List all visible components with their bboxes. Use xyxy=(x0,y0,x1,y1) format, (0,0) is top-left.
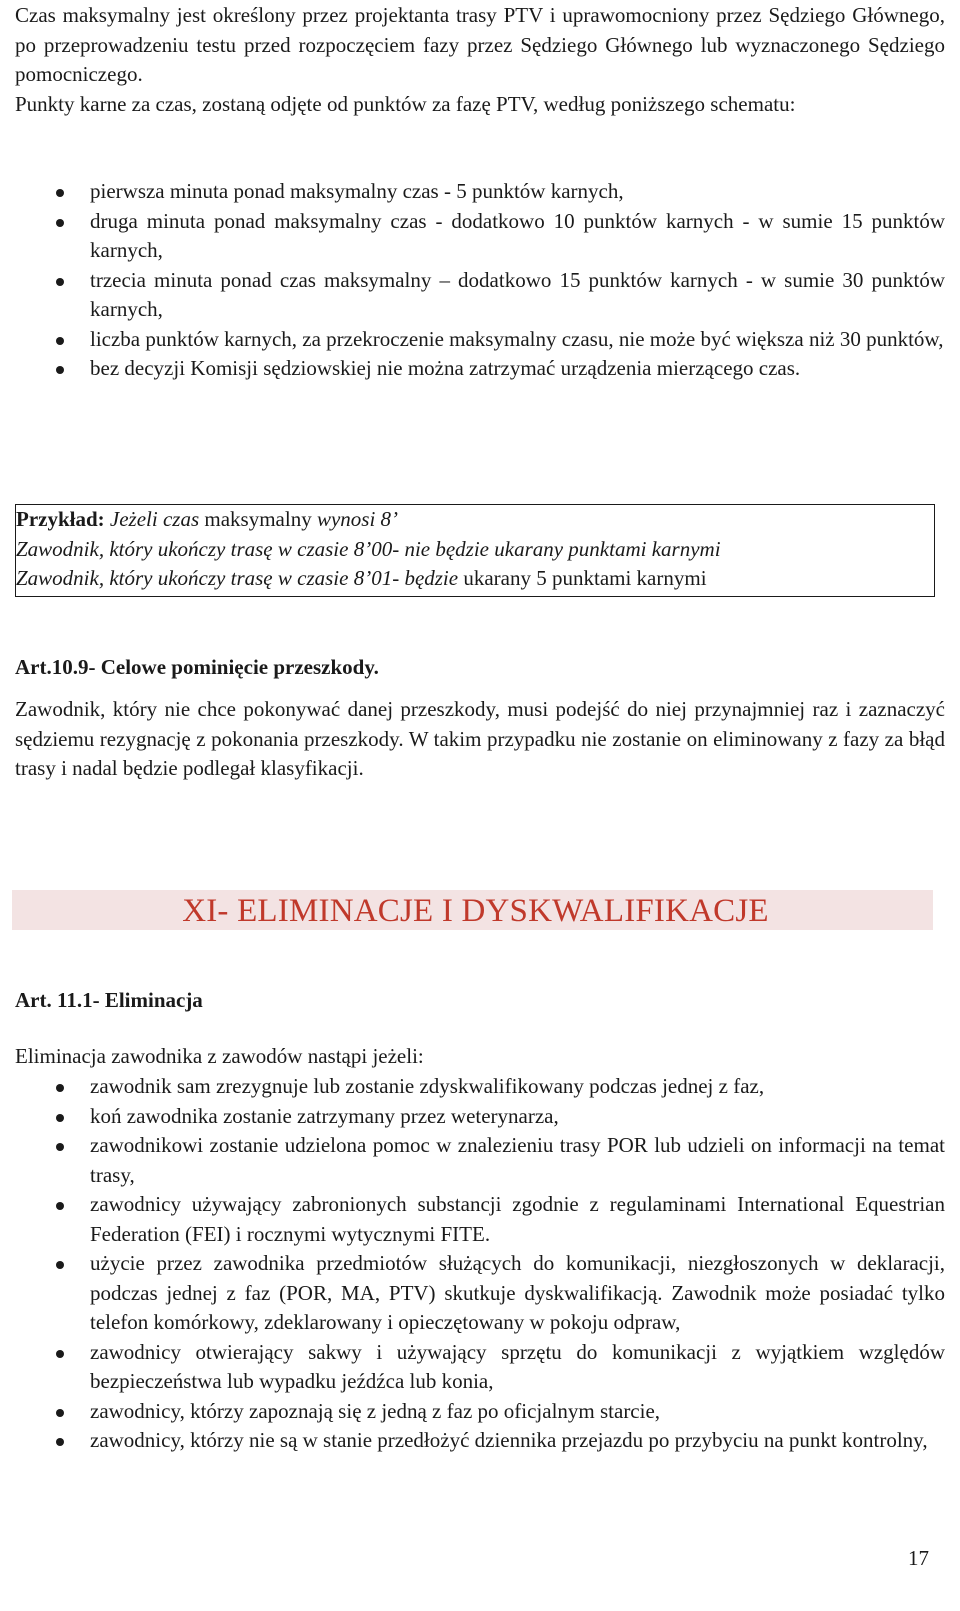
bullet-icon xyxy=(56,1114,64,1122)
list-item xyxy=(15,325,945,355)
list-item-text: zawodnicy używający zabronionych substancji zgodnie z regulaminami International Equestrian Federation (FEI) i rocznymi wytycznymi FITE. xyxy=(90,1192,945,1246)
list-item xyxy=(15,1131,945,1190)
intro-block xyxy=(15,1,945,119)
list-item-text: zawodnik sam zrezygnuje lub zostanie zdyskwalifikowany podczas jednej z faz, xyxy=(90,1074,765,1098)
bullet-icon xyxy=(56,1261,64,1269)
list-item-text: zawodnicy, którzy zapoznają się z jedną z faz po oficjalnym starcie, xyxy=(90,1398,661,1423)
article-10-9-heading: Art.10.9- Celowe pominięcie przeszkody. xyxy=(15,655,379,679)
article-10-9-body: Zawodnik, który nie chce pokonywać danej przeszkody, musi podejść do niej przynajmniej raz i zaznaczyć sędziemu rezygnację z pokonania przeszkody. W takim przypadku nie zostanie on eliminowany z fazy za błąd trasy i nadal będzie podlegał klasyfikacji. xyxy=(15,697,945,780)
bullet-icon xyxy=(56,1084,64,1092)
list-item xyxy=(15,1102,945,1132)
list-item xyxy=(15,354,945,384)
bullet-icon xyxy=(56,366,64,374)
list-item xyxy=(15,177,945,207)
list-item-text: liczba punktów karnych, za przekroczenie maksymalny czasu, nie może być większa niż 30 punktów, xyxy=(90,326,944,351)
list-item-text: druga minuta ponad maksymalny czas - dodatkowo 10 punktów karnych - w sumie 15 punktów karnych, xyxy=(90,208,945,262)
example-text-italic: Zawodnik, który ukończy trasę w czasie 8’01- będzie xyxy=(16,566,459,590)
list-item-text: zawodnikowi zostanie udzielona pomoc w znalezieniu trasy POR lub udzieli on informacji na temat trasy, xyxy=(90,1133,945,1187)
example-box xyxy=(15,504,935,597)
list-item xyxy=(15,1072,945,1102)
list-item xyxy=(15,207,945,266)
example-label: Przykład: xyxy=(16,507,105,531)
list-item-text: koń zawodnika zostanie zatrzymany przez weterynarza, xyxy=(90,1103,559,1128)
example-line-3 xyxy=(16,564,934,594)
list-item-text: zawodnicy otwierający sakwy i używający sprzętu do komunikacji z wyjątkiem względów bezpieczeństwa lub wypadku jeźdźca lub konia, xyxy=(90,1339,945,1393)
bullet-icon xyxy=(56,189,64,197)
list-item xyxy=(15,266,945,325)
list-item xyxy=(15,1190,945,1249)
intro-paragraph-max-time: Czas maksymalny jest określony przez projektanta trasy PTV i uprawomocniony przez Sędziego Głównego, po przeprowadzeniu testu przed rozpoczęciem fazy przez Sędziego Głównego lub wyznaczonego Sędziego pomocniczego. xyxy=(15,3,945,86)
list-item-text: trzecia minuta ponad czas maksymalny – dodatkowo 15 punktów karnych - w sumie 30 punktów karnych, xyxy=(90,267,945,321)
list-item-text: bez decyzji Komisji sędziowskiej nie można zatrzymać urządzenia mierzącego czas. xyxy=(90,356,801,380)
list-item-text: zawodnicy, którzy nie są w stanie przedłożyć dziennika przejazdu po przybyciu na punkt kontrolny, xyxy=(90,1428,928,1452)
example-text-italic: wynosi 8’ xyxy=(311,507,399,531)
list-item xyxy=(15,1426,945,1456)
intro-paragraph-penalty: Punkty karne za czas, zostaną odjęte od punktów za fazę PTV, według poniższego schematu: xyxy=(15,91,796,116)
elimination-list xyxy=(15,1072,945,1456)
example-text: maksymalny xyxy=(199,507,312,531)
article-11-1-heading: Art. 11.1- Eliminacja xyxy=(15,988,203,1012)
section-title: XI- ELIMINACJE I DYSKWALIFIKACJE xyxy=(182,893,769,929)
penalty-list xyxy=(15,177,945,384)
bullet-icon xyxy=(56,1438,64,1446)
bullet-icon xyxy=(56,278,64,286)
list-item xyxy=(15,1338,945,1397)
bullet-icon xyxy=(56,1409,64,1417)
example-line-1 xyxy=(16,505,934,535)
list-item-text: pierwsza minuta ponad maksymalny czas - 5 punktów karnych, xyxy=(90,179,624,203)
bullet-icon xyxy=(56,1143,64,1151)
example-text-italic: Jeżeli czas xyxy=(104,507,200,531)
bullet-icon xyxy=(56,219,64,227)
bullet-icon xyxy=(56,1202,64,1210)
bullet-icon xyxy=(56,1350,64,1358)
article-11-1-intro: Eliminacja zawodnika z zawodów nastąpi jeżeli: xyxy=(15,1044,424,1068)
list-item-text: użycie przez zawodnika przedmiotów służących do komunikacji, niezgłoszonych w deklaracji, podczas jednej z faz (POR, MA, PTV) skutkuje dyskwalifikacją. Zawodnik może posiadać tylko telefon komórkowy, zdeklarowany i opieczętowany w pokoju odpraw, xyxy=(90,1251,945,1334)
page-number: 17 xyxy=(908,1546,929,1570)
example-text: ukarany 5 punktami karnymi xyxy=(458,566,707,590)
list-item xyxy=(15,1397,945,1427)
bullet-icon xyxy=(56,337,64,345)
example-line-2: Zawodnik, który ukończy trasę w czasie 8’00- nie będzie ukarany punktami karnymi xyxy=(16,536,721,561)
list-item xyxy=(15,1249,945,1338)
